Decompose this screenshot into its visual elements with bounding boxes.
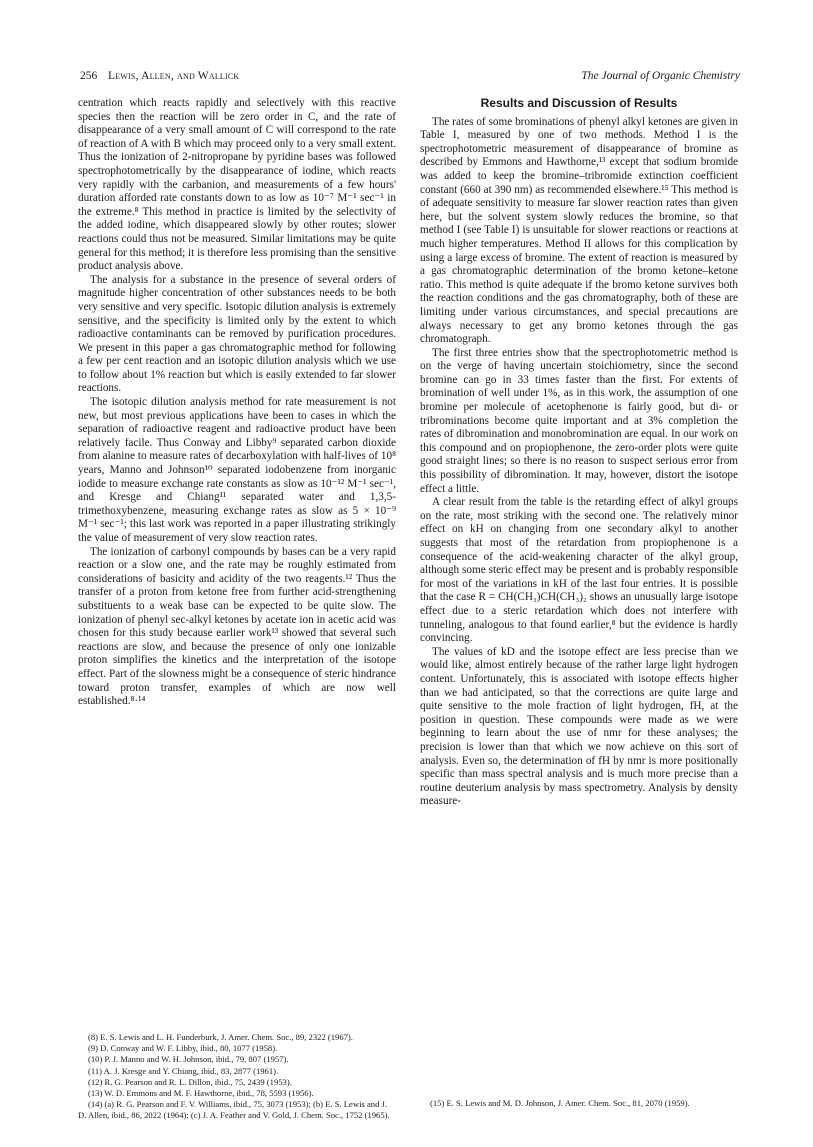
running-header bbox=[80, 70, 740, 88]
footnote: (9) D. Conway and W. F. Libby, ibid., 80, 1077 (1958). bbox=[88, 1043, 278, 1054]
paragraph: centration which reacts rapidly and selectively with this reactive species then the reaction will be zero order in C, and the rate of disappearance of a very small amount of C will correspond to the rate of reaction of A with B which may proceed only to a very small extent. Thus the ionization of 2-nitropropane by pyridine bases was followed spectrophotometrically by the disappearance of iodine, which reacts very rapidly with the carbanion, and measurements of a few hours' duration afforded rate constants down to as low as 10⁻⁷ M⁻¹ sec⁻¹ in the extreme.⁸ This method in practice is limited by the selectivity of the added iodine, which disappeared slowly by other routes; slower reactions could thus not be measured. Similar limitations may be quite general for this method; it is therefore less promising than the sensitive product analysis above. bbox=[78, 97, 396, 273]
paragraph: The ionization of carbonyl compounds by bases can be a very rapid reaction or a slow one, and the rate may be roughly estimated from considerations of basicity and acidity of the two reagents.¹² Thus the transfer of a proton from ketone free from further acid-strengthening substituents to a weak base can be expected to be quite slow. The ionization of phenyl sec-alkyl ketones by acetate ion in acetic acid was chosen for this study because earlier work¹³ showed that several such reactions are slow, and because the presence of only one ionizable proton simplifies the kinetics and the interpretation of the isotope effect. Part of the slowness might be a consequence of steric hindrance toward proton transfer, examples of which are now well established.⁸·¹⁴ bbox=[78, 545, 396, 708]
footnote: (8) E. S. Lewis and L. H. Funderburk, J. Amer. Chem. Soc., 89, 2322 (1967). bbox=[88, 1032, 353, 1042]
running-authors: Lewis, Allen, and Wallick bbox=[108, 70, 240, 82]
footnotes-right bbox=[420, 1098, 738, 1109]
paragraph: A clear result from the table is the retarding effect of alkyl groups on the rate, most striking with the second one. The relatively minor effect on kH on changing from one secondary alkyl to another suggests that most of the retardation from propiophenone is a consequence of the acid-weakening character of the alkyl group, although some steric effect may be present and is probably responsible for most of the variations in kH of the last four entries. It is possible that the case R = CH(CH₃)CH(CH₃)₂ shows an unusually large isotope effect due to a steric retardation which does not interfere with tunneling, analogous to that found earlier,⁸ but the evidence is hardly convincing. bbox=[420, 496, 738, 645]
footnote: (12) R. G. Pearson and R. L. Dillon, ibid., 75, 2439 (1953). bbox=[88, 1076, 292, 1087]
page-number: 256 bbox=[80, 70, 98, 82]
paragraph: The isotopic dilution analysis method for rate measurement is not new, but most previous applications have been to cases in which the separation of radioactive reagent and radioactive product have been relatively facile. Thus Conway and Libby⁹ separated carbon dioxide from alanine to measure rates of decarboxylation with half-lives of 10⁸ years, Manno and Johnson¹⁰ separated iodobenzene from inorganic iodide to measure exchange rate constants as slow as 10⁻¹² M⁻¹ sec⁻¹, and Kresge and Chiang¹¹ separated water and 1,3,5-trimethoxybenzene, measuring exchange rates as slow as 5 × 10⁻⁹ M⁻¹ sec⁻¹; this last work was reported in a paper illustrating strikingly the value of measurement of very slow reaction rates. bbox=[78, 396, 396, 544]
footnote: (11) A. J. Kresge and Y. Chiang, ibid., 83, 2877 (1961). bbox=[88, 1065, 279, 1076]
journal-title: The Journal of Organic Chemistry bbox=[581, 70, 740, 82]
footnotes-left bbox=[78, 1032, 396, 1122]
paragraph: The analysis for a substance in the presence of several orders of magnitude higher concentration of other substances needs to be both very sensitive and very specific. Isotopic dilution analysis is extremely sensitive, and the specificity is limited only by the extent to which radioactive contaminants can be removed by purification procedures. We present in this paper a gas chromatographic method for following a few per cent reaction and an isotopic dilution analysis which we use to follow about 1% reaction but which is easily extended to far slower reactions. bbox=[78, 273, 396, 395]
paragraph: The rates of some brominations of phenyl alkyl ketones are given in Table I, measured by one of two methods. Method I is the spectrophotometric measurement of disappearance of bromine as described by Emmons and Hawthorne,¹³ except that sodium bromide was added to keep the bromine–tribromide extinction coefficient constant (660 at 390 nm) as recommended elsewhere.¹⁵ This method is of adequate sensitivity to measure far slower reaction rates than given here, but the solvent system slowly reduces the bromine, so that method I (see Table I) is unsuitable for slower reactions or reactions at much higher temperatures. Method II allows for this complication by using a large excess of bromine. The extent of reaction is measured by a gas chromatographic determination of the bromo ketone–ketone ratio. This method is quite adequate if the bromo ketone survives both the reaction conditions and the gas chromatography, both of these are limiting under various circumstances, and special precautions are always necessary to get any bromo ketones through the gas chromatograph. bbox=[420, 115, 738, 346]
footnote: (14) (a) R. G. Pearson and F. V. Williams, ibid., 75, 3073 (1953); (b) E. S. Lewis and J. D. Allen, ibid., 86, 2022 (1964); (c) J. A. Feather and V. Gold, J. Chem. Soc., 1752 (1965). bbox=[78, 1099, 390, 1121]
footnote: (13) W. D. Emmons and M. F. Hawthorne, ibid., 78, 5593 (1956). bbox=[88, 1088, 314, 1099]
paragraph: The values of kD and the isotope effect are less precise than we would like, almost entirely because of the rather large light hydrogen content. Unfortunately, this is associated with isotope effects higher than we had anticipated, so that the corrections are quite large and quite sensitive to the mole fraction of light hydrogen, fH, at the position in question. These compounds were made as we were beginning to learn about the use of nmr for these analyses; the precision is lower than that which we now achieve on this sort of analysis. Even so, the determination of fH by nmr is more positionally specific than mass spectral analysis and is much more precise than a routine deuterium analysis by mass spectrometry. Analysis by density measure- bbox=[420, 645, 738, 808]
footnote: (15) E. S. Lewis and M. D. Johnson, J. Amer. Chem. Soc., 81, 2070 (1959). bbox=[430, 1098, 690, 1108]
left-column bbox=[78, 97, 396, 709]
footnote: (10) P. J. Manno and W. H. Johnson, ibid., 79, 807 (1957). bbox=[88, 1054, 289, 1065]
paragraph: The first three entries show that the spectrophotometric method is on the verge of having uncertain stoichiometry, since the second bromine can go in 33 times faster than the first. For extents of bromination of well under 1%, as in this work, the assumption of one bromine per molecule of acetophenone is fairly good, but di- or tribrominations become quite important and at 3% completion the rates of dibromination and monobromination are equal. In our work on this compound and on propiophenone, the zero-order plots were quite good straight lines; so there is no reason to suspect serious error from this possibility of dibromination. It may, however, distort the isotope effect a little. bbox=[420, 346, 738, 495]
right-column bbox=[420, 97, 738, 809]
section-heading: Results and Discussion of Results bbox=[480, 96, 678, 110]
